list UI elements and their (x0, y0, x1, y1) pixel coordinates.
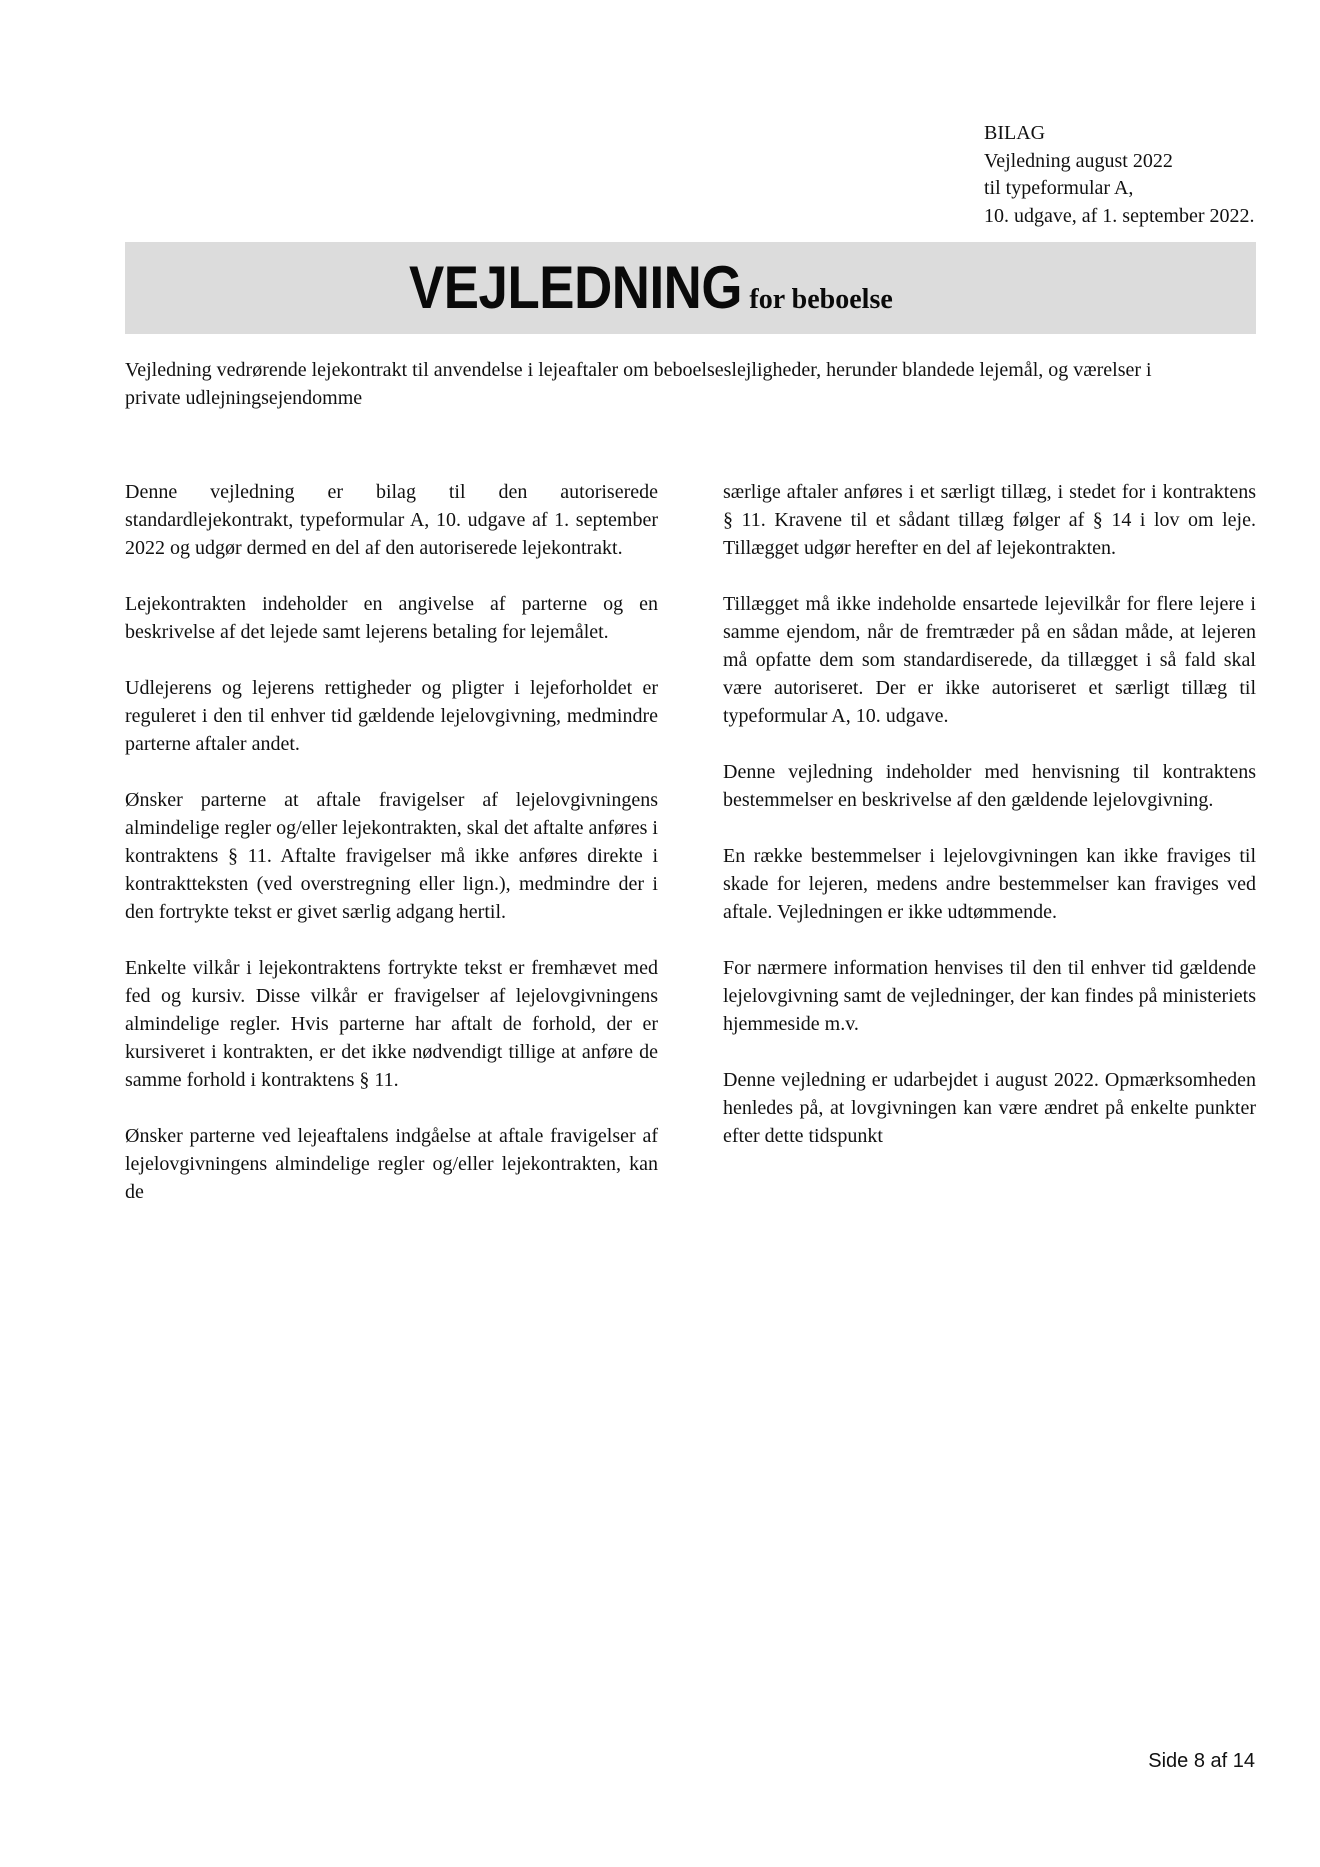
title-banner (125, 242, 1256, 334)
paragraph: Enkelte vilkår i lejekontraktens fortrykte tekst er fremhævet med fed og kursiv. Disse vilkår er fravigelser af lejelovgivningens almindelige regler. Hvis parterne har aftalt de forhold, der er kursiveret i kontrakten, er det ikke nødvendigt tillige at anføre de samme forhold i kontraktens § 11. (125, 957, 658, 1091)
paragraph: Udlejerens og lejerens rettigheder og pligter i lejeforholdet er reguleret i den til enhver tid gældende lejelovgivning, medmindre parterne aftaler andet. (125, 677, 658, 755)
paragraph: En række bestemmelser i lejelovgivningen kan ikke fraviges til skade for lejeren, medens andre bestemmelser kan fraviges ved aftale. Vejledningen er ikke udtømmende. (723, 845, 1256, 923)
left-column (125, 478, 658, 1206)
page-number: Side 8 af 14 (1148, 1750, 1255, 1772)
header-line-form: til typeformular A, (984, 177, 1134, 199)
header-line-version: Vejledning august 2022 (984, 149, 1173, 172)
intro-paragraph: Vejledning vedrørende lejekontrakt til anvendelse i lejeaftaler om beboelseslejligheder, herunder blandede lejemål, og værelser i private udlejningsejendomme (125, 359, 1152, 409)
paragraph: Denne vejledning er udarbejdet i august 2022. Opmærksomheden henledes på, at lovgivningen kan være ændret på enkelte punkter efter dette tidspunkt (723, 1069, 1256, 1147)
header-line-bilag: BILAG (984, 122, 1046, 144)
two-column-body (125, 478, 1256, 1206)
page-footer (0, 1750, 1255, 1773)
paragraph: særlige aftaler anføres i et særligt tillæg, i stedet for i kontraktens § 11. Kravene til et sådant tillæg følger af § 14 i lov om leje. Tillægget udgør herefter en del af lejekontrakten. (723, 481, 1256, 559)
paragraph: Ønsker parterne at aftale fravigelser af lejelovgivningens almindelige regler og/eller lejekontrakten, skal det aftalte anføres i kontraktens § 11. Aftalte fravigelser må ikke anføres direkte i kontraktteksten (ved overstregning eller lign.), medmindre der i den fortrykte tekst er givet særlig adgang hertil. (125, 789, 658, 923)
page-subtitle: for beboelse (749, 284, 893, 315)
title-banner-content (409, 254, 893, 321)
header-reference-block (984, 120, 1254, 230)
paragraph: Ønsker parterne ved lejeaftalens indgåelse at aftale fravigelser af lejelovgivningens almindelige regler og/eller lejekontrakten, kan de (125, 1125, 658, 1203)
paragraph: Tillægget må ikke indeholde ensartede lejevilkår for flere lejere i samme ejendom, når de fremtræder på en sådan måde, at lejeren må opfatte dem som standardiserede, da tillægget i så fald skal være autoriseret. Der er ikke autoriseret et særligt tillæg til typeformular A, 10. udgave. (723, 593, 1256, 727)
right-column (723, 478, 1256, 1206)
page-title: VEJLEDNING (409, 254, 743, 321)
paragraph: Denne vejledning er bilag til den autoriserede standardlejekontrakt, typeformular A, 10. udgave af 1. september 2022 og udgør dermed en del af den autoriserede lejekontrakt. (125, 481, 658, 559)
header-line-edition: 10. udgave, af 1. september 2022. (984, 204, 1255, 227)
paragraph: For nærmere information henvises til den til enhver tid gældende lejelovgivning samt de vejledninger, der kan findes på ministeriets hjemmeside m.v. (723, 957, 1256, 1035)
paragraph: Denne vejledning indeholder med henvisning til kontraktens bestemmelser en beskrivelse af den gældende lejelovgivning. (723, 761, 1256, 811)
paragraph: Lejekontrakten indeholder en angivelse af parterne og en beskrivelse af det lejede samt lejerens betaling for lejemålet. (125, 593, 658, 643)
